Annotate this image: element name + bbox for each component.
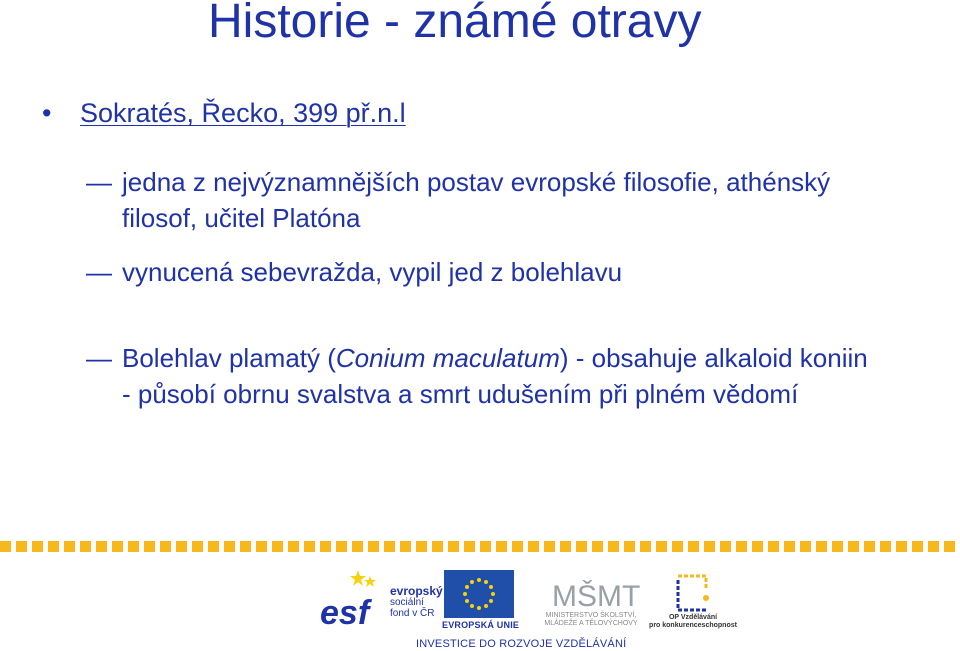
dash-marker: —	[86, 257, 112, 287]
op-line: pro konkurenceschopnost	[649, 622, 737, 629]
bullet-dot: •	[42, 98, 52, 128]
esf-logo-icon	[318, 568, 386, 632]
esf-line: fond v ČR	[390, 608, 435, 619]
msmt-mark-text: MŠMT	[552, 580, 641, 613]
op-logo-icon	[662, 570, 722, 618]
msmt-line: MINISTERSTVO ŠKOLSTVÍ,	[545, 612, 637, 619]
msmt-caption	[521, 612, 661, 628]
main-bullet-text[interactable]: Sokratés, Řecko, 399 př.n.l	[80, 98, 406, 128]
investment-tagline: INVESTICE DO ROZVOJE VZDĚLÁVÁNÍ	[416, 638, 627, 650]
slide-title: Historie - známé otravy	[208, 0, 702, 48]
msmt-line: MLÁDEŽE A TĚLOVÝCHOVY	[544, 620, 638, 627]
decorative-dot-border	[0, 541, 960, 555]
eu-stars-icon	[444, 570, 514, 618]
conium-latin-name: Conium maculatum	[335, 343, 560, 373]
esf-caption	[390, 586, 443, 619]
subpoint-text: jedna z nejvýznamnějších postav evropské filosofie, athénský filosof, učitel Platóna	[122, 167, 831, 233]
msmt-logo-icon	[550, 568, 641, 618]
subpoint-text	[122, 340, 882, 412]
eu-flag-icon	[444, 570, 514, 618]
dash-marker: —	[86, 167, 112, 197]
conium-text-after: ) - obsahuje alkaloid koniin - působí obrnu svalstva a smrt udušením při plném vědomí	[122, 343, 868, 409]
dash-marker: —	[86, 343, 112, 373]
eu-label: EVROPSKÁ UNIE	[442, 620, 520, 630]
op-line: OP Vzdělávání	[668, 614, 718, 621]
esf-mark-text: esf	[320, 594, 370, 632]
subpoint-text: vynucená sebevražda, vypil jed z bolehlavu	[122, 257, 623, 287]
conium-text-before: Bolehlav plamatý (	[122, 343, 336, 373]
esf-line: sociální	[390, 597, 424, 608]
esf-line: evropský	[390, 584, 443, 598]
footer-logos	[318, 568, 738, 648]
op-caption	[648, 614, 738, 630]
